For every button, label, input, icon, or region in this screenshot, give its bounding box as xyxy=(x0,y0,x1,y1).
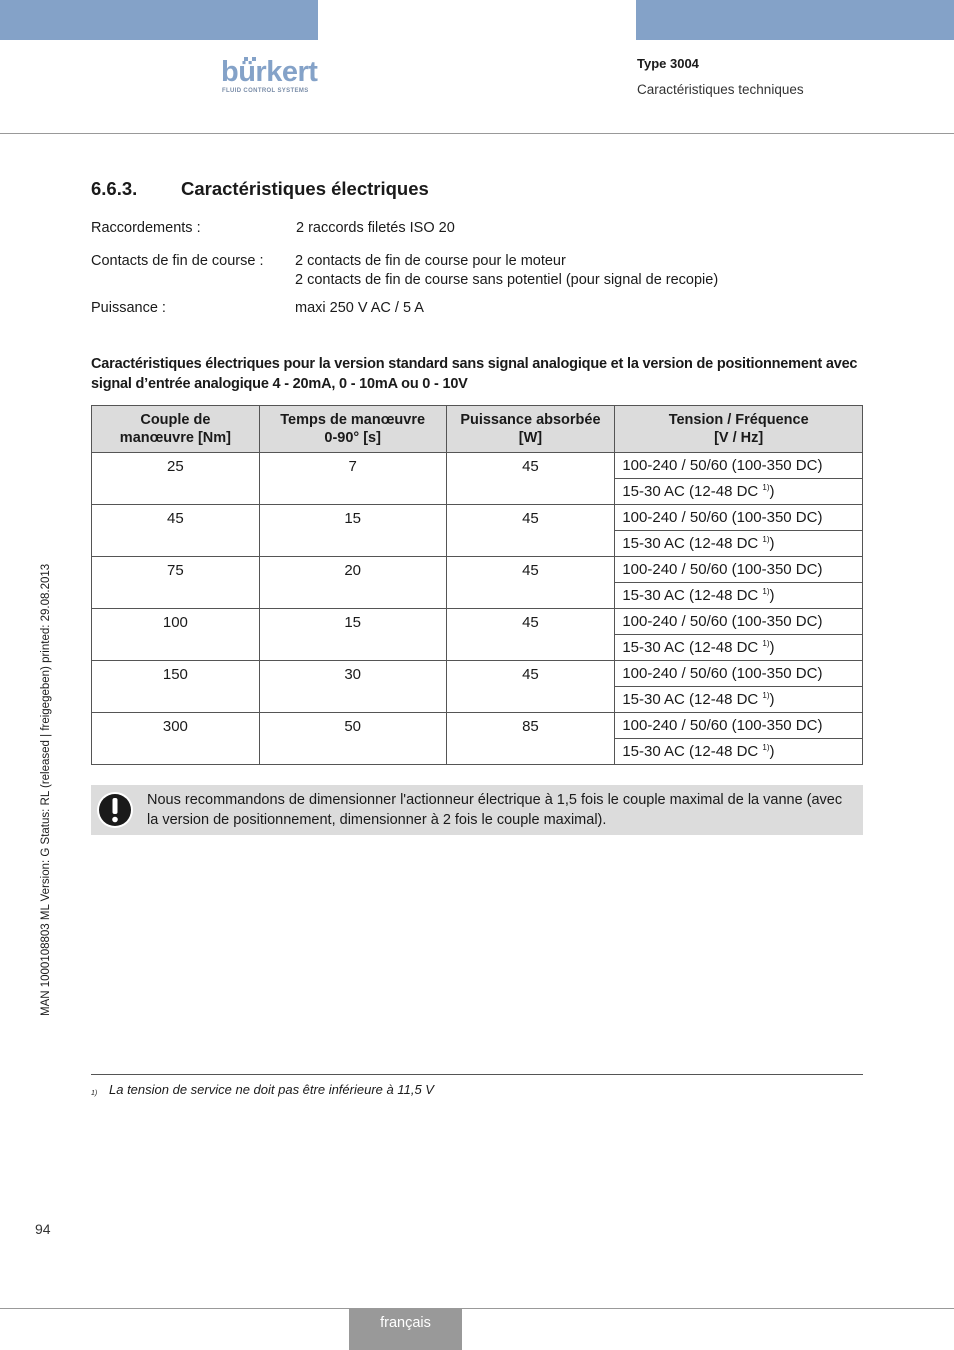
cell-torque: 300 xyxy=(92,713,260,765)
table-row xyxy=(92,713,863,739)
note-text: Nous recommandons de dimensionner l'actionneur électrique à 1,5 fois le couple maximal de la vanne (avec la version de positionnement, dimensionner à 2 fois le couple maximal). xyxy=(147,792,843,828)
footnote-divider xyxy=(91,1074,863,1075)
cell-voltage-low: 15-30 AC (12-48 DC $^{1)}$) xyxy=(615,583,863,609)
section-title xyxy=(91,178,429,200)
footnote xyxy=(91,1082,434,1097)
footnote-ref: 1) xyxy=(762,535,770,544)
power-label: Puissance : xyxy=(91,300,166,316)
footer-divider xyxy=(0,1308,954,1309)
section-title-text: Caractéristiques électriques xyxy=(181,178,429,199)
footnote-ref: 1) xyxy=(762,691,770,700)
cell-time: 15 xyxy=(259,505,446,557)
cell-time: 20 xyxy=(259,557,446,609)
header-subtitle: Caractéristiques techniques xyxy=(637,82,804,97)
cell-voltage-low: 15-30 AC (12-48 DC $^{1)}$) xyxy=(615,479,863,505)
footnote-ref: 1) xyxy=(762,587,770,596)
limit-switches-value-2: 2 contacts de fin de course sans potentiel (pour signal de recopie) xyxy=(295,272,719,288)
header-divider xyxy=(0,133,954,134)
burkert-logo xyxy=(221,57,321,97)
header-type: Type 3004 xyxy=(637,56,699,71)
header-time: Temps de manœuvre 0-90° [s] xyxy=(259,406,446,453)
cell-time: 30 xyxy=(259,661,446,713)
cell-power: 45 xyxy=(446,609,615,661)
cell-power: 45 xyxy=(446,661,615,713)
cell-torque: 150 xyxy=(92,661,260,713)
table-row xyxy=(92,609,863,635)
cell-time: 15 xyxy=(259,609,446,661)
table-caption: Caractéristiques électriques pour la version standard sans signal analogique et la version de positionnement avec signal d’entrée analogique 4 - 20mA, 0 - 10mA ou 0 - 10V xyxy=(91,356,858,392)
cell-torque: 25 xyxy=(92,453,260,505)
exclamation-icon xyxy=(96,791,134,829)
footnote-ref: 1) xyxy=(762,639,770,648)
limit-switches-label: Contacts de fin de course : xyxy=(91,253,264,269)
cell-voltage-ac: 100-240 / 50/60 (100-350 DC) xyxy=(615,713,863,739)
cell-voltage-ac: 100-240 / 50/60 (100-350 DC) xyxy=(615,505,863,531)
cell-power: 45 xyxy=(446,557,615,609)
logo-tagline: FLUID CONTROL SYSTEMS xyxy=(222,88,309,94)
cell-power: 45 xyxy=(446,505,615,557)
limit-switches-value-1: 2 contacts de fin de course pour le moteur xyxy=(295,253,566,269)
cell-voltage-low: 15-30 AC (12-48 DC $^{1)}$) xyxy=(615,531,863,557)
cell-voltage-ac: 100-240 / 50/60 (100-350 DC) xyxy=(615,557,863,583)
document-status-text: MAN 1000108803 ML Version: G Status: RL (released | freigegeben) printed: 29.08.2013 xyxy=(40,563,52,1016)
cell-voltage-ac: 100-240 / 50/60 (100-350 DC) xyxy=(615,453,863,479)
header-torque: Couple de manœuvre [Nm] xyxy=(92,406,260,453)
cell-voltage-ac: 100-240 / 50/60 (100-350 DC) xyxy=(615,609,863,635)
table-header-row xyxy=(92,406,863,453)
footnote-ref: 1) xyxy=(762,483,770,492)
table-row xyxy=(92,453,863,479)
footnote-text: La tension de service ne doit pas être inférieure à 11,5 V xyxy=(109,1082,434,1097)
cell-power: 85 xyxy=(446,713,615,765)
electrical-spec-table xyxy=(91,405,863,765)
cell-time: 7 xyxy=(259,453,446,505)
footnote-mark: 1) xyxy=(91,1090,98,1097)
cell-power: 45 xyxy=(446,453,615,505)
language-tab: français xyxy=(349,1308,462,1350)
cell-voltage-ac: 100-240 / 50/60 (100-350 DC) xyxy=(615,661,863,687)
cell-torque: 45 xyxy=(92,505,260,557)
cell-voltage-low: 15-30 AC (12-48 DC $^{1)}$) xyxy=(615,635,863,661)
table-row xyxy=(92,505,863,531)
header-power: Puissance absorbée [W] xyxy=(446,406,615,453)
section-number: 6.6.3. xyxy=(91,178,138,199)
header-band-right xyxy=(636,0,954,40)
cell-voltage-low: 15-30 AC (12-48 DC $^{1)}$) xyxy=(615,687,863,713)
page-number: 94 xyxy=(35,1221,51,1237)
logo-wordmark: bürkert xyxy=(221,56,318,88)
cell-voltage-low: 15-30 AC (12-48 DC $^{1)}$) xyxy=(615,739,863,765)
cell-time: 50 xyxy=(259,713,446,765)
table-row xyxy=(92,661,863,687)
header-band-left xyxy=(0,0,318,40)
connections-value: 2 raccords filetés ISO 20 xyxy=(296,220,455,236)
table-row xyxy=(92,557,863,583)
note-box xyxy=(91,785,863,835)
connections-label: Raccordements : xyxy=(91,220,201,236)
cell-torque: 100 xyxy=(92,609,260,661)
power-value: maxi 250 V AC / 5 A xyxy=(295,300,424,316)
header-voltage: Tension / Fréquence [V / Hz] xyxy=(615,406,863,453)
footnote-ref: 1) xyxy=(762,743,770,752)
cell-torque: 75 xyxy=(92,557,260,609)
